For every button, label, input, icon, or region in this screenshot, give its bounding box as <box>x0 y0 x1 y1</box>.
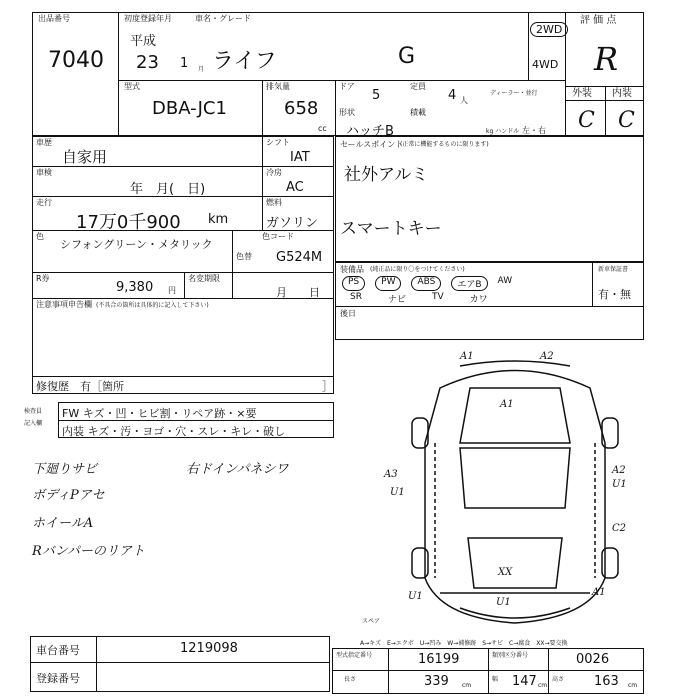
damage-legend: A→キズ E→エクボ U→凹み W→補修跡 S→サビ C→腐食 XX→要交換 <box>360 640 568 647</box>
car-name-label: 車名・グレード <box>195 14 251 23</box>
inspector-row-1: FW キズ・凹・ヒビ割・リペア跡・×要 <box>62 407 257 420</box>
equipment-ps: PS <box>342 276 365 291</box>
damage-mark-9: C2 <box>612 523 627 534</box>
inspection: 年 月( 日) <box>130 182 206 197</box>
width-value: 147 <box>512 674 537 689</box>
length-unit: cm <box>462 682 472 689</box>
fuel-label: 燃料 <box>266 198 282 207</box>
damage-mark-2: A2 <box>540 351 554 362</box>
reg-year: 23 <box>136 52 159 73</box>
rating-value: R <box>594 40 619 78</box>
car-name: ライフ <box>212 49 277 74</box>
type-number: 16199 <box>418 652 460 667</box>
shift: IAT <box>290 150 310 165</box>
rating-label: 評 価 点 <box>580 15 617 26</box>
equipment-leather: カワ <box>469 295 488 305</box>
recycle-value: 9,380 <box>116 280 154 295</box>
color-code: G524M <box>276 250 323 265</box>
damage-mark-3: A3 <box>384 469 398 480</box>
model: DBA-JC1 <box>152 98 227 119</box>
handwritten-note-2: 右ドインパネシワ <box>186 462 289 477</box>
type-number-label: 型式指定番号 <box>336 652 373 659</box>
damage-mark-7: A2 <box>612 465 626 476</box>
handle-label: kg ハンドル <box>486 128 520 135</box>
doors: 5 <box>372 88 381 103</box>
sales-sub: (正常に機能するものに限ります) <box>400 141 489 148</box>
color-label: 色 <box>36 232 44 241</box>
recycle-unit: 円 <box>168 286 176 295</box>
sales-block <box>335 136 644 262</box>
chassis-label: 車台番号 <box>36 644 80 657</box>
grade: G <box>398 44 416 69</box>
damage-mark-4: U1 <box>390 487 405 498</box>
handwritten-note-5: Rバンパーのリアト <box>32 544 145 559</box>
fuel: ガソリン <box>266 216 319 231</box>
sales-point-1: 社外アルミ <box>344 165 429 185</box>
exterior-label: 外装 <box>572 88 592 99</box>
first-reg-label: 初度登録年月 <box>124 14 172 23</box>
equipment-abs: ABS <box>411 276 441 291</box>
class-number: 0026 <box>576 652 610 667</box>
handwritten-note-1: 下廻りサビ <box>32 462 98 477</box>
interior-label: 内装 <box>612 88 632 99</box>
repair-close: ］ <box>322 380 333 393</box>
damage-mark-5: U1 <box>408 591 423 602</box>
lot-number: 7040 <box>48 48 104 73</box>
recycle-label: R券 <box>36 274 50 283</box>
inspector-row-2: 内装 キズ・汚・ヨゴ・穴・スレ・キレ・破し <box>62 425 286 438</box>
mileage-unit: km <box>208 212 229 227</box>
damage-mark-1: A1 <box>500 399 514 410</box>
mileage: 17万0千900 <box>76 212 181 233</box>
era: 平成 <box>130 34 157 49</box>
color-change-label: 色替 <box>236 252 252 261</box>
equipment-navi: ナビ <box>387 295 406 305</box>
details-block <box>32 136 334 394</box>
notes-label: 注意事項申告欄 <box>36 300 92 309</box>
shift-label: シフト <box>266 138 290 147</box>
lot-label: 出品番号 <box>38 14 70 23</box>
equipment-row-2 <box>350 292 590 305</box>
spare-label: スペア <box>362 618 381 625</box>
equipment-label: 装備品 <box>340 265 364 274</box>
mileage-label: 走行 <box>36 198 52 207</box>
interior-grade: C <box>618 108 635 133</box>
sales-label: セールスポイント <box>340 140 404 149</box>
equipment-aw: AW <box>497 276 513 286</box>
handwritten-note-3: ボディPアセ <box>32 488 105 503</box>
reg-month-unit: 月 <box>198 66 205 73</box>
equipment-sr: SR <box>350 292 362 302</box>
back-seat-label: 後日 <box>340 309 356 318</box>
model-label: 型式 <box>124 82 140 91</box>
sales-point-2: スマートキー <box>340 219 442 239</box>
damage-mark-12: U1 <box>496 597 511 608</box>
new-car-label: 新車保証書 <box>598 266 629 273</box>
load-label: 積載 <box>410 108 426 117</box>
width-label: 幅 <box>492 676 499 683</box>
capacity-label: 定員 <box>410 82 426 91</box>
drive-4wd: 4WD <box>532 58 559 71</box>
reg-number-label: 登録番号 <box>36 672 80 685</box>
history-label: 車歴 <box>36 138 52 147</box>
equipment-row-1 <box>342 276 592 291</box>
notes-sub: (不具合の箇所は具体的に記入して下さい) <box>96 302 209 309</box>
damage-mark-8: U1 <box>612 479 627 490</box>
equipment-tv: TV <box>431 292 444 302</box>
capacity: 4 <box>448 88 457 103</box>
handle-options: 左・右 <box>522 126 546 135</box>
damage-mark-6: A1 <box>592 587 606 598</box>
inspection-label: 車検 <box>36 168 52 177</box>
equipment-airbag: エアB <box>451 276 487 291</box>
history: 自家用 <box>62 148 108 166</box>
height-value: 163 <box>594 674 619 689</box>
displacement: 658 <box>284 98 319 119</box>
length-value: 339 <box>424 674 449 689</box>
exterior-grade: C <box>578 108 595 133</box>
drive-2wd: 2WD <box>530 22 568 37</box>
color-code-label: 色コード <box>262 232 294 241</box>
capacity-unit: 人 <box>460 96 468 105</box>
damage-mark-11: A1 <box>460 351 474 362</box>
width-unit: cm <box>538 682 548 689</box>
equipment-pw: PW <box>375 276 401 291</box>
length-label: 長さ <box>344 676 357 683</box>
ac-label: 冷房 <box>266 168 282 177</box>
chassis-number: 1219098 <box>180 641 238 656</box>
class-number-label: 類別区分番号 <box>492 652 529 659</box>
height-label: 高さ <box>552 676 565 683</box>
displacement-label: 排気量 <box>266 82 290 91</box>
repair-label: 修復歴 <box>36 380 69 393</box>
dealer-label: ディーラー・並行 <box>490 90 538 97</box>
name-change-label: 名変期限 <box>188 274 220 283</box>
new-car-value: 有・無 <box>598 288 631 301</box>
repair-value: 有［箇所 <box>80 380 124 393</box>
reg-month: 1 <box>180 56 189 71</box>
ac: AC <box>286 180 304 195</box>
shape-label: 形状 <box>339 108 355 117</box>
inspector-label-1: 検査員 <box>24 408 43 415</box>
name-change-value: 月 日 <box>276 286 320 299</box>
damage-mark-10: XX <box>498 567 513 578</box>
inspector-label-2: 記入欄 <box>24 420 43 427</box>
handwritten-note-4: ホイールA <box>32 516 94 531</box>
equipment-sub: (純正品に限り〇をつけてください) <box>370 266 465 273</box>
shape: ハッチB <box>346 124 394 139</box>
color: シフォングリーン・メタリック <box>60 238 213 251</box>
displacement-unit: cc <box>318 124 327 133</box>
doors-label: ドア <box>339 82 355 91</box>
height-unit: cm <box>628 682 638 689</box>
